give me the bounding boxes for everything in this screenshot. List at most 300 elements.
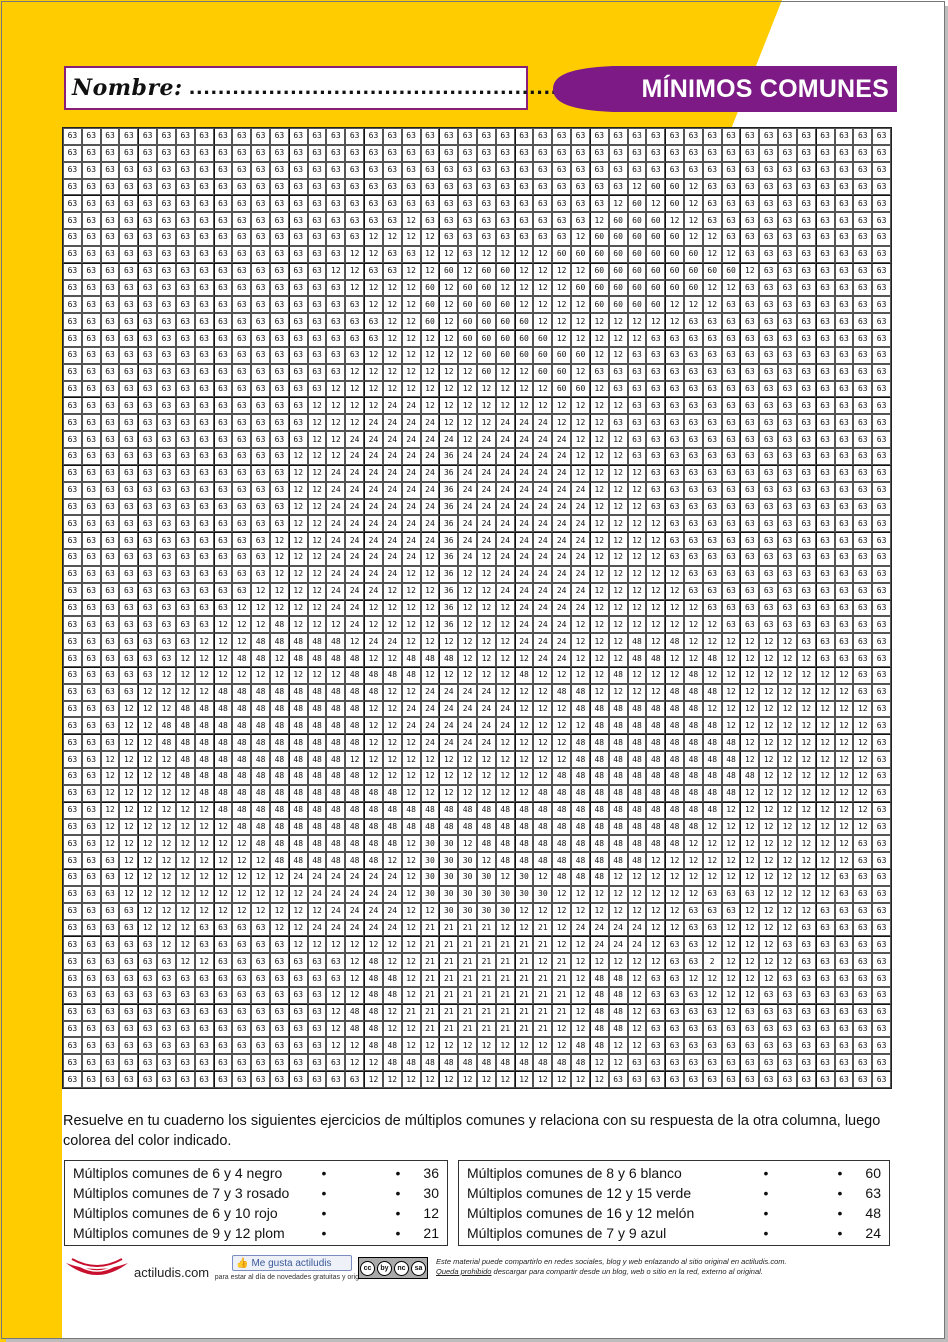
grid-cell[interactable]: 12	[383, 364, 402, 381]
grid-cell[interactable]: 63	[872, 549, 891, 566]
grid-cell[interactable]: 63	[778, 482, 797, 499]
grid-cell[interactable]: 63	[439, 128, 458, 145]
grid-cell[interactable]: 63	[119, 431, 138, 448]
grid-cell[interactable]: 48	[364, 987, 383, 1004]
grid-cell[interactable]: 63	[797, 381, 816, 398]
grid-cell[interactable]: 48	[496, 835, 515, 852]
grid-cell[interactable]: 48	[345, 768, 364, 785]
grid-cell[interactable]: 63	[477, 179, 496, 196]
grid-cell[interactable]: 63	[759, 212, 778, 229]
grid-cell[interactable]: 48	[684, 734, 703, 751]
grid-cell[interactable]: 21	[477, 970, 496, 987]
grid-cell[interactable]: 63	[703, 1037, 722, 1054]
grid-cell[interactable]: 12	[477, 852, 496, 869]
grid-cell[interactable]: 12	[421, 566, 440, 583]
grid-cell[interactable]: 63	[176, 616, 195, 633]
grid-cell[interactable]: 63	[853, 397, 872, 414]
grid-cell[interactable]: 63	[176, 600, 195, 617]
grid-cell[interactable]: 48	[533, 835, 552, 852]
grid-cell[interactable]: 48	[571, 768, 590, 785]
grid-cell[interactable]: 63	[157, 145, 176, 162]
grid-cell[interactable]: 12	[176, 684, 195, 701]
grid-cell[interactable]: 60	[477, 347, 496, 364]
grid-cell[interactable]: 12	[364, 600, 383, 617]
grid-cell[interactable]: 63	[740, 280, 759, 297]
grid-cell[interactable]: 12	[232, 835, 251, 852]
grid-cell[interactable]: 63	[703, 195, 722, 212]
grid-cell[interactable]: 63	[232, 515, 251, 532]
grid-cell[interactable]: 63	[82, 886, 101, 903]
grid-cell[interactable]: 12	[402, 903, 421, 920]
grid-cell[interactable]: 63	[740, 313, 759, 330]
grid-cell[interactable]: 63	[740, 162, 759, 179]
grid-cell[interactable]: 24	[402, 515, 421, 532]
grid-cell[interactable]: 48	[214, 785, 233, 802]
grid-cell[interactable]: 63	[119, 987, 138, 1004]
grid-cell[interactable]: 48	[270, 701, 289, 718]
grid-cell[interactable]: 24	[477, 482, 496, 499]
grid-cell[interactable]: 63	[797, 229, 816, 246]
grid-cell[interactable]: 12	[665, 616, 684, 633]
grid-cell[interactable]: 48	[364, 953, 383, 970]
grid-cell[interactable]: 24	[496, 414, 515, 431]
grid-cell[interactable]: 60	[665, 229, 684, 246]
grid-cell[interactable]: 63	[684, 162, 703, 179]
grid-cell[interactable]: 12	[590, 212, 609, 229]
grid-cell[interactable]: 63	[326, 229, 345, 246]
grid-cell[interactable]: 12	[458, 583, 477, 600]
grid-cell[interactable]: 63	[157, 313, 176, 330]
grid-cell[interactable]: 63	[853, 381, 872, 398]
grid-cell[interactable]: 63	[421, 179, 440, 196]
grid-cell[interactable]: 63	[665, 549, 684, 566]
grid-cell[interactable]: 12	[251, 886, 270, 903]
grid-cell[interactable]: 63	[289, 145, 308, 162]
grid-cell[interactable]: 63	[872, 903, 891, 920]
grid-cell[interactable]: 12	[759, 768, 778, 785]
grid-cell[interactable]: 63	[835, 179, 854, 196]
grid-cell[interactable]: 60	[646, 246, 665, 263]
grid-cell[interactable]: 63	[816, 953, 835, 970]
grid-cell[interactable]: 48	[665, 819, 684, 836]
grid-cell[interactable]: 63	[214, 970, 233, 987]
grid-cell[interactable]: 12	[571, 448, 590, 465]
grid-cell[interactable]: 63	[797, 263, 816, 280]
grid-cell[interactable]: 63	[232, 195, 251, 212]
grid-cell[interactable]: 63	[816, 448, 835, 465]
grid-cell[interactable]: 12	[439, 246, 458, 263]
grid-cell[interactable]: 12	[458, 381, 477, 398]
grid-cell[interactable]: 12	[722, 835, 741, 852]
grid-cell[interactable]: 63	[308, 347, 327, 364]
grid-cell[interactable]: 63	[853, 987, 872, 1004]
grid-cell[interactable]: 63	[835, 869, 854, 886]
grid-cell[interactable]: 63	[835, 128, 854, 145]
grid-cell[interactable]: 63	[82, 414, 101, 431]
grid-cell[interactable]: 63	[195, 145, 214, 162]
grid-cell[interactable]: 63	[722, 162, 741, 179]
grid-cell[interactable]: 63	[722, 145, 741, 162]
grid-cell[interactable]: 63	[759, 296, 778, 313]
grid-cell[interactable]: 48	[628, 819, 647, 836]
grid-cell[interactable]: 24	[458, 532, 477, 549]
grid-cell[interactable]: 63	[176, 179, 195, 196]
grid-cell[interactable]: 63	[308, 179, 327, 196]
grid-cell[interactable]: 48	[439, 819, 458, 836]
grid-cell[interactable]: 24	[477, 448, 496, 465]
grid-cell[interactable]: 63	[759, 313, 778, 330]
grid-cell[interactable]: 63	[176, 1021, 195, 1038]
grid-cell[interactable]: 12	[835, 701, 854, 718]
grid-cell[interactable]: 12	[853, 768, 872, 785]
grid-cell[interactable]: 63	[82, 903, 101, 920]
grid-cell[interactable]: 63	[628, 128, 647, 145]
grid-cell[interactable]: 12	[364, 229, 383, 246]
grid-cell[interactable]: 63	[214, 229, 233, 246]
grid-cell[interactable]: 63	[119, 532, 138, 549]
grid-cell[interactable]: 12	[345, 936, 364, 953]
grid-cell[interactable]: 12	[816, 819, 835, 836]
grid-cell[interactable]: 24	[590, 936, 609, 953]
grid-cell[interactable]: 12	[421, 549, 440, 566]
grid-cell[interactable]: 63	[82, 667, 101, 684]
grid-cell[interactable]: 12	[383, 717, 402, 734]
grid-cell[interactable]: 63	[251, 364, 270, 381]
grid-cell[interactable]: 48	[364, 970, 383, 987]
grid-cell[interactable]: 12	[251, 903, 270, 920]
grid-cell[interactable]: 12	[477, 397, 496, 414]
grid-cell[interactable]: 63	[853, 920, 872, 937]
grid-cell[interactable]: 63	[270, 128, 289, 145]
grid-cell[interactable]: 12	[157, 785, 176, 802]
grid-cell[interactable]: 12	[609, 1054, 628, 1071]
grid-cell[interactable]: 63	[816, 364, 835, 381]
grid-cell[interactable]: 63	[590, 179, 609, 196]
grid-cell[interactable]: 63	[665, 128, 684, 145]
grid-cell[interactable]: 63	[195, 583, 214, 600]
grid-cell[interactable]: 63	[722, 347, 741, 364]
grid-cell[interactable]: 12	[628, 953, 647, 970]
grid-cell[interactable]: 63	[703, 920, 722, 937]
grid-cell[interactable]: 12	[628, 532, 647, 549]
grid-cell[interactable]: 63	[119, 347, 138, 364]
grid-cell[interactable]: 63	[251, 465, 270, 482]
grid-cell[interactable]: 63	[722, 583, 741, 600]
grid-cell[interactable]: 12	[759, 903, 778, 920]
grid-cell[interactable]: 24	[345, 920, 364, 937]
grid-cell[interactable]: 12	[646, 515, 665, 532]
grid-cell[interactable]: 63	[289, 330, 308, 347]
grid-cell[interactable]: 24	[496, 465, 515, 482]
grid-cell[interactable]: 63	[872, 499, 891, 516]
grid-cell[interactable]: 12	[138, 785, 157, 802]
grid-cell[interactable]: 12	[797, 667, 816, 684]
grid-cell[interactable]: 63	[63, 835, 82, 852]
grid-cell[interactable]: 48	[270, 852, 289, 869]
grid-cell[interactable]: 12	[835, 751, 854, 768]
grid-cell[interactable]: 12	[571, 1071, 590, 1088]
grid-cell[interactable]: 12	[214, 650, 233, 667]
grid-cell[interactable]: 63	[326, 128, 345, 145]
grid-cell[interactable]: 63	[383, 212, 402, 229]
grid-cell[interactable]: 63	[740, 414, 759, 431]
grid-cell[interactable]: 12	[797, 819, 816, 836]
grid-cell[interactable]: 63	[759, 532, 778, 549]
grid-cell[interactable]: 63	[853, 886, 872, 903]
grid-cell[interactable]: 63	[176, 364, 195, 381]
grid-cell[interactable]: 12	[515, 751, 534, 768]
grid-cell[interactable]: 63	[797, 600, 816, 617]
grid-cell[interactable]: 63	[251, 549, 270, 566]
grid-cell[interactable]: 12	[609, 869, 628, 886]
grid-cell[interactable]: 63	[383, 179, 402, 196]
grid-cell[interactable]: 63	[270, 229, 289, 246]
grid-cell[interactable]: 12	[665, 583, 684, 600]
grid-cell[interactable]: 63	[63, 785, 82, 802]
grid-cell[interactable]: 63	[82, 633, 101, 650]
grid-cell[interactable]: 63	[308, 280, 327, 297]
grid-cell[interactable]: 63	[872, 616, 891, 633]
grid-cell[interactable]: 12	[515, 263, 534, 280]
grid-cell[interactable]: 12	[176, 886, 195, 903]
grid-cell[interactable]: 63	[176, 465, 195, 482]
grid-cell[interactable]: 60	[609, 263, 628, 280]
grid-cell[interactable]: 63	[816, 246, 835, 263]
grid-cell[interactable]: 63	[552, 145, 571, 162]
grid-cell[interactable]: 63	[703, 566, 722, 583]
grid-cell[interactable]: 48	[176, 768, 195, 785]
grid-cell[interactable]: 12	[439, 347, 458, 364]
grid-cell[interactable]: 12	[515, 920, 534, 937]
grid-cell[interactable]: 63	[176, 246, 195, 263]
grid-cell[interactable]: 63	[853, 616, 872, 633]
grid-cell[interactable]: 63	[214, 936, 233, 953]
grid-cell[interactable]: 63	[195, 128, 214, 145]
grid-cell[interactable]: 12	[364, 246, 383, 263]
grid-cell[interactable]: 63	[157, 212, 176, 229]
grid-cell[interactable]: 12	[552, 1037, 571, 1054]
grid-cell[interactable]: 24	[515, 532, 534, 549]
grid-cell[interactable]: 12	[722, 869, 741, 886]
grid-cell[interactable]: 63	[816, 633, 835, 650]
grid-cell[interactable]: 60	[628, 212, 647, 229]
grid-cell[interactable]: 63	[214, 280, 233, 297]
grid-cell[interactable]: 63	[270, 414, 289, 431]
grid-cell[interactable]: 24	[477, 499, 496, 516]
grid-cell[interactable]: 63	[646, 431, 665, 448]
grid-cell[interactable]: 12	[270, 869, 289, 886]
grid-cell[interactable]: 63	[515, 145, 534, 162]
grid-cell[interactable]: 12	[703, 229, 722, 246]
grid-cell[interactable]: 63	[853, 650, 872, 667]
grid-cell[interactable]: 63	[119, 650, 138, 667]
grid-cell[interactable]: 63	[82, 229, 101, 246]
grid-cell[interactable]: 63	[214, 162, 233, 179]
grid-cell[interactable]: 12	[552, 920, 571, 937]
grid-cell[interactable]: 12	[402, 869, 421, 886]
grid-cell[interactable]: 12	[759, 852, 778, 869]
grid-cell[interactable]: 63	[176, 162, 195, 179]
grid-cell[interactable]: 24	[421, 684, 440, 701]
grid-cell[interactable]: 63	[515, 179, 534, 196]
grid-cell[interactable]: 12	[628, 1004, 647, 1021]
grid-cell[interactable]: 48	[628, 852, 647, 869]
grid-cell[interactable]: 63	[289, 953, 308, 970]
grid-cell[interactable]: 36	[439, 566, 458, 583]
grid-cell[interactable]: 63	[176, 381, 195, 398]
grid-cell[interactable]: 63	[251, 128, 270, 145]
grid-cell[interactable]: 63	[835, 953, 854, 970]
grid-cell[interactable]: 63	[63, 195, 82, 212]
grid-cell[interactable]: 12	[402, 633, 421, 650]
grid-cell[interactable]: 30	[421, 835, 440, 852]
grid-cell[interactable]: 63	[251, 448, 270, 465]
grid-cell[interactable]: 63	[119, 936, 138, 953]
grid-cell[interactable]: 63	[778, 313, 797, 330]
grid-cell[interactable]: 48	[703, 650, 722, 667]
grid-cell[interactable]: 63	[759, 1071, 778, 1088]
grid-cell[interactable]: 63	[703, 397, 722, 414]
grid-cell[interactable]: 12	[740, 802, 759, 819]
grid-cell[interactable]: 12	[646, 633, 665, 650]
grid-cell[interactable]: 30	[421, 869, 440, 886]
grid-cell[interactable]: 63	[853, 347, 872, 364]
grid-cell[interactable]: 48	[628, 835, 647, 852]
grid-cell[interactable]: 63	[270, 179, 289, 196]
grid-cell[interactable]: 63	[816, 1071, 835, 1088]
grid-cell[interactable]: 48	[364, 802, 383, 819]
grid-cell[interactable]: 12	[628, 330, 647, 347]
grid-cell[interactable]: 63	[326, 953, 345, 970]
grid-cell[interactable]: 48	[345, 1021, 364, 1038]
grid-cell[interactable]: 63	[138, 330, 157, 347]
grid-cell[interactable]: 12	[816, 869, 835, 886]
grid-cell[interactable]: 63	[308, 246, 327, 263]
grid-cell[interactable]: 63	[157, 280, 176, 297]
grid-cell[interactable]: 12	[609, 448, 628, 465]
grid-cell[interactable]: 63	[496, 212, 515, 229]
grid-cell[interactable]: 24	[421, 431, 440, 448]
grid-cell[interactable]: 63	[119, 1021, 138, 1038]
grid-cell[interactable]: 12	[232, 903, 251, 920]
grid-cell[interactable]: 24	[421, 448, 440, 465]
grid-cell[interactable]: 21	[421, 936, 440, 953]
grid-cell[interactable]: 63	[101, 448, 120, 465]
grid-cell[interactable]: 63	[665, 936, 684, 953]
grid-cell[interactable]: 12	[345, 1037, 364, 1054]
grid-cell[interactable]: 24	[383, 920, 402, 937]
grid-cell[interactable]: 12	[326, 263, 345, 280]
grid-cell[interactable]: 12	[195, 835, 214, 852]
grid-cell[interactable]: 60	[628, 280, 647, 297]
grid-cell[interactable]: 12	[421, 229, 440, 246]
grid-cell[interactable]: 63	[402, 179, 421, 196]
grid-cell[interactable]: 63	[138, 549, 157, 566]
grid-cell[interactable]: 12	[778, 768, 797, 785]
grid-cell[interactable]: 63	[646, 448, 665, 465]
grid-cell[interactable]: 63	[703, 414, 722, 431]
grid-cell[interactable]: 63	[835, 330, 854, 347]
grid-cell[interactable]: 63	[82, 1004, 101, 1021]
grid-cell[interactable]: 36	[439, 499, 458, 516]
grid-cell[interactable]: 12	[646, 852, 665, 869]
grid-cell[interactable]: 63	[853, 583, 872, 600]
grid-cell[interactable]: 12	[778, 886, 797, 903]
grid-cell[interactable]: 24	[477, 465, 496, 482]
grid-cell[interactable]: 48	[646, 650, 665, 667]
grid-cell[interactable]: 12	[364, 397, 383, 414]
grid-cell[interactable]: 63	[138, 397, 157, 414]
grid-cell[interactable]: 63	[816, 263, 835, 280]
grid-cell[interactable]: 48	[628, 633, 647, 650]
grid-cell[interactable]: 63	[835, 482, 854, 499]
grid-cell[interactable]: 63	[119, 515, 138, 532]
grid-cell[interactable]: 63	[232, 364, 251, 381]
grid-cell[interactable]: 12	[439, 330, 458, 347]
grid-cell[interactable]: 12	[778, 903, 797, 920]
grid-cell[interactable]: 63	[82, 465, 101, 482]
grid-cell[interactable]: 60	[684, 263, 703, 280]
grid-cell[interactable]: 48	[552, 819, 571, 836]
grid-cell[interactable]: 60	[533, 364, 552, 381]
grid-cell[interactable]: 63	[421, 162, 440, 179]
grid-cell[interactable]: 63	[326, 179, 345, 196]
grid-cell[interactable]: 63	[835, 431, 854, 448]
grid-cell[interactable]: 21	[477, 1004, 496, 1021]
grid-cell[interactable]: 63	[289, 397, 308, 414]
grid-cell[interactable]: 12	[571, 903, 590, 920]
grid-cell[interactable]: 63	[157, 600, 176, 617]
grid-cell[interactable]: 12	[402, 785, 421, 802]
grid-cell[interactable]: 48	[646, 751, 665, 768]
grid-cell[interactable]: 48	[214, 684, 233, 701]
grid-cell[interactable]: 48	[552, 785, 571, 802]
grid-cell[interactable]: 12	[590, 1071, 609, 1088]
grid-cell[interactable]: 24	[402, 701, 421, 718]
grid-cell[interactable]: 63	[176, 566, 195, 583]
grid-cell[interactable]: 63	[101, 482, 120, 499]
grid-cell[interactable]: 63	[82, 330, 101, 347]
grid-cell[interactable]: 48	[270, 684, 289, 701]
grid-cell[interactable]: 63	[778, 179, 797, 196]
grid-cell[interactable]: 63	[157, 515, 176, 532]
grid-cell[interactable]: 48	[421, 1054, 440, 1071]
grid-cell[interactable]: 63	[684, 128, 703, 145]
grid-cell[interactable]: 63	[82, 852, 101, 869]
grid-cell[interactable]: 48	[477, 819, 496, 836]
grid-cell[interactable]: 12	[590, 616, 609, 633]
grid-cell[interactable]: 12	[515, 1071, 534, 1088]
grid-cell[interactable]: 48	[345, 835, 364, 852]
grid-cell[interactable]: 24	[402, 448, 421, 465]
grid-cell[interactable]: 12	[759, 802, 778, 819]
grid-cell[interactable]: 63	[665, 1054, 684, 1071]
grid-cell[interactable]: 63	[157, 583, 176, 600]
grid-cell[interactable]: 63	[646, 162, 665, 179]
grid-cell[interactable]: 48	[176, 751, 195, 768]
grid-cell[interactable]: 48	[571, 852, 590, 869]
grid-cell[interactable]: 63	[82, 701, 101, 718]
grid-cell[interactable]: 60	[458, 280, 477, 297]
grid-cell[interactable]: 30	[458, 886, 477, 903]
grid-cell[interactable]: 48	[628, 802, 647, 819]
grid-cell[interactable]: 63	[684, 364, 703, 381]
grid-cell[interactable]: 63	[665, 414, 684, 431]
grid-cell[interactable]: 24	[552, 515, 571, 532]
grid-cell[interactable]: 12	[308, 515, 327, 532]
grid-cell[interactable]: 63	[63, 667, 82, 684]
grid-cell[interactable]: 12	[703, 835, 722, 852]
